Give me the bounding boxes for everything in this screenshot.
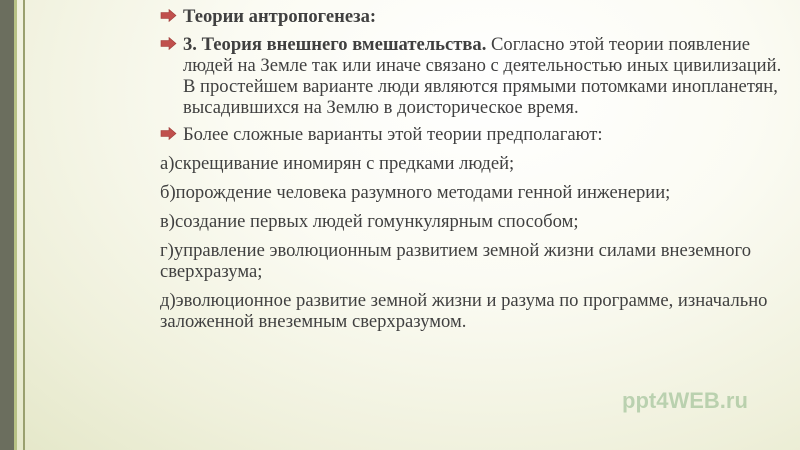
list-item-b: б)порождение человека разумного методами генной инженерии;: [160, 182, 671, 203]
watermark-text: ppt4WEB.ru: [622, 388, 748, 413]
bullet-theory-3: [160, 34, 792, 118]
list-item-d: г)управление эволюционным развитием земной жизни силами внеземного сверхразума;: [160, 240, 751, 282]
bullet-bold-text: 3. Теория внешнего вмешательства.: [183, 34, 487, 55]
bullet-text: Согласно этой теории появление людей на Земле так или иначе связано с деятельностью иных цивилизаций. В простейшем варианте люди являются прямыми потомками инопланетян, высадившихся на Землю в доисторическое время.: [183, 34, 782, 118]
sidebar-dark-stripe: [0, 0, 14, 450]
arrow-right-icon: [160, 37, 177, 50]
bullet-theories-title: [160, 6, 792, 27]
bullet-text: Более сложные варианты этой теории предполагают:: [183, 124, 603, 145]
watermark-logo: [610, 383, 760, 417]
list-item-a: а)скрещивание иномирян с предками людей;: [160, 153, 515, 174]
slide-content: [160, 6, 792, 340]
list-item-c: в)создание первых людей гомункулярным способом;: [160, 211, 579, 232]
bullet-complex-variants: [160, 124, 792, 145]
sidebar-thin-line: [23, 0, 25, 450]
sidebar-accent-stripe: [14, 0, 17, 450]
arrow-right-icon: [160, 127, 177, 140]
bullet-bold-text: Теории антропогенеза:: [183, 6, 377, 27]
list-item-e: д)эволюционное развитие земной жизни и разума по программе, изначально заложенной внеземным сверхразумом.: [160, 290, 768, 332]
arrow-right-icon: [160, 9, 177, 22]
